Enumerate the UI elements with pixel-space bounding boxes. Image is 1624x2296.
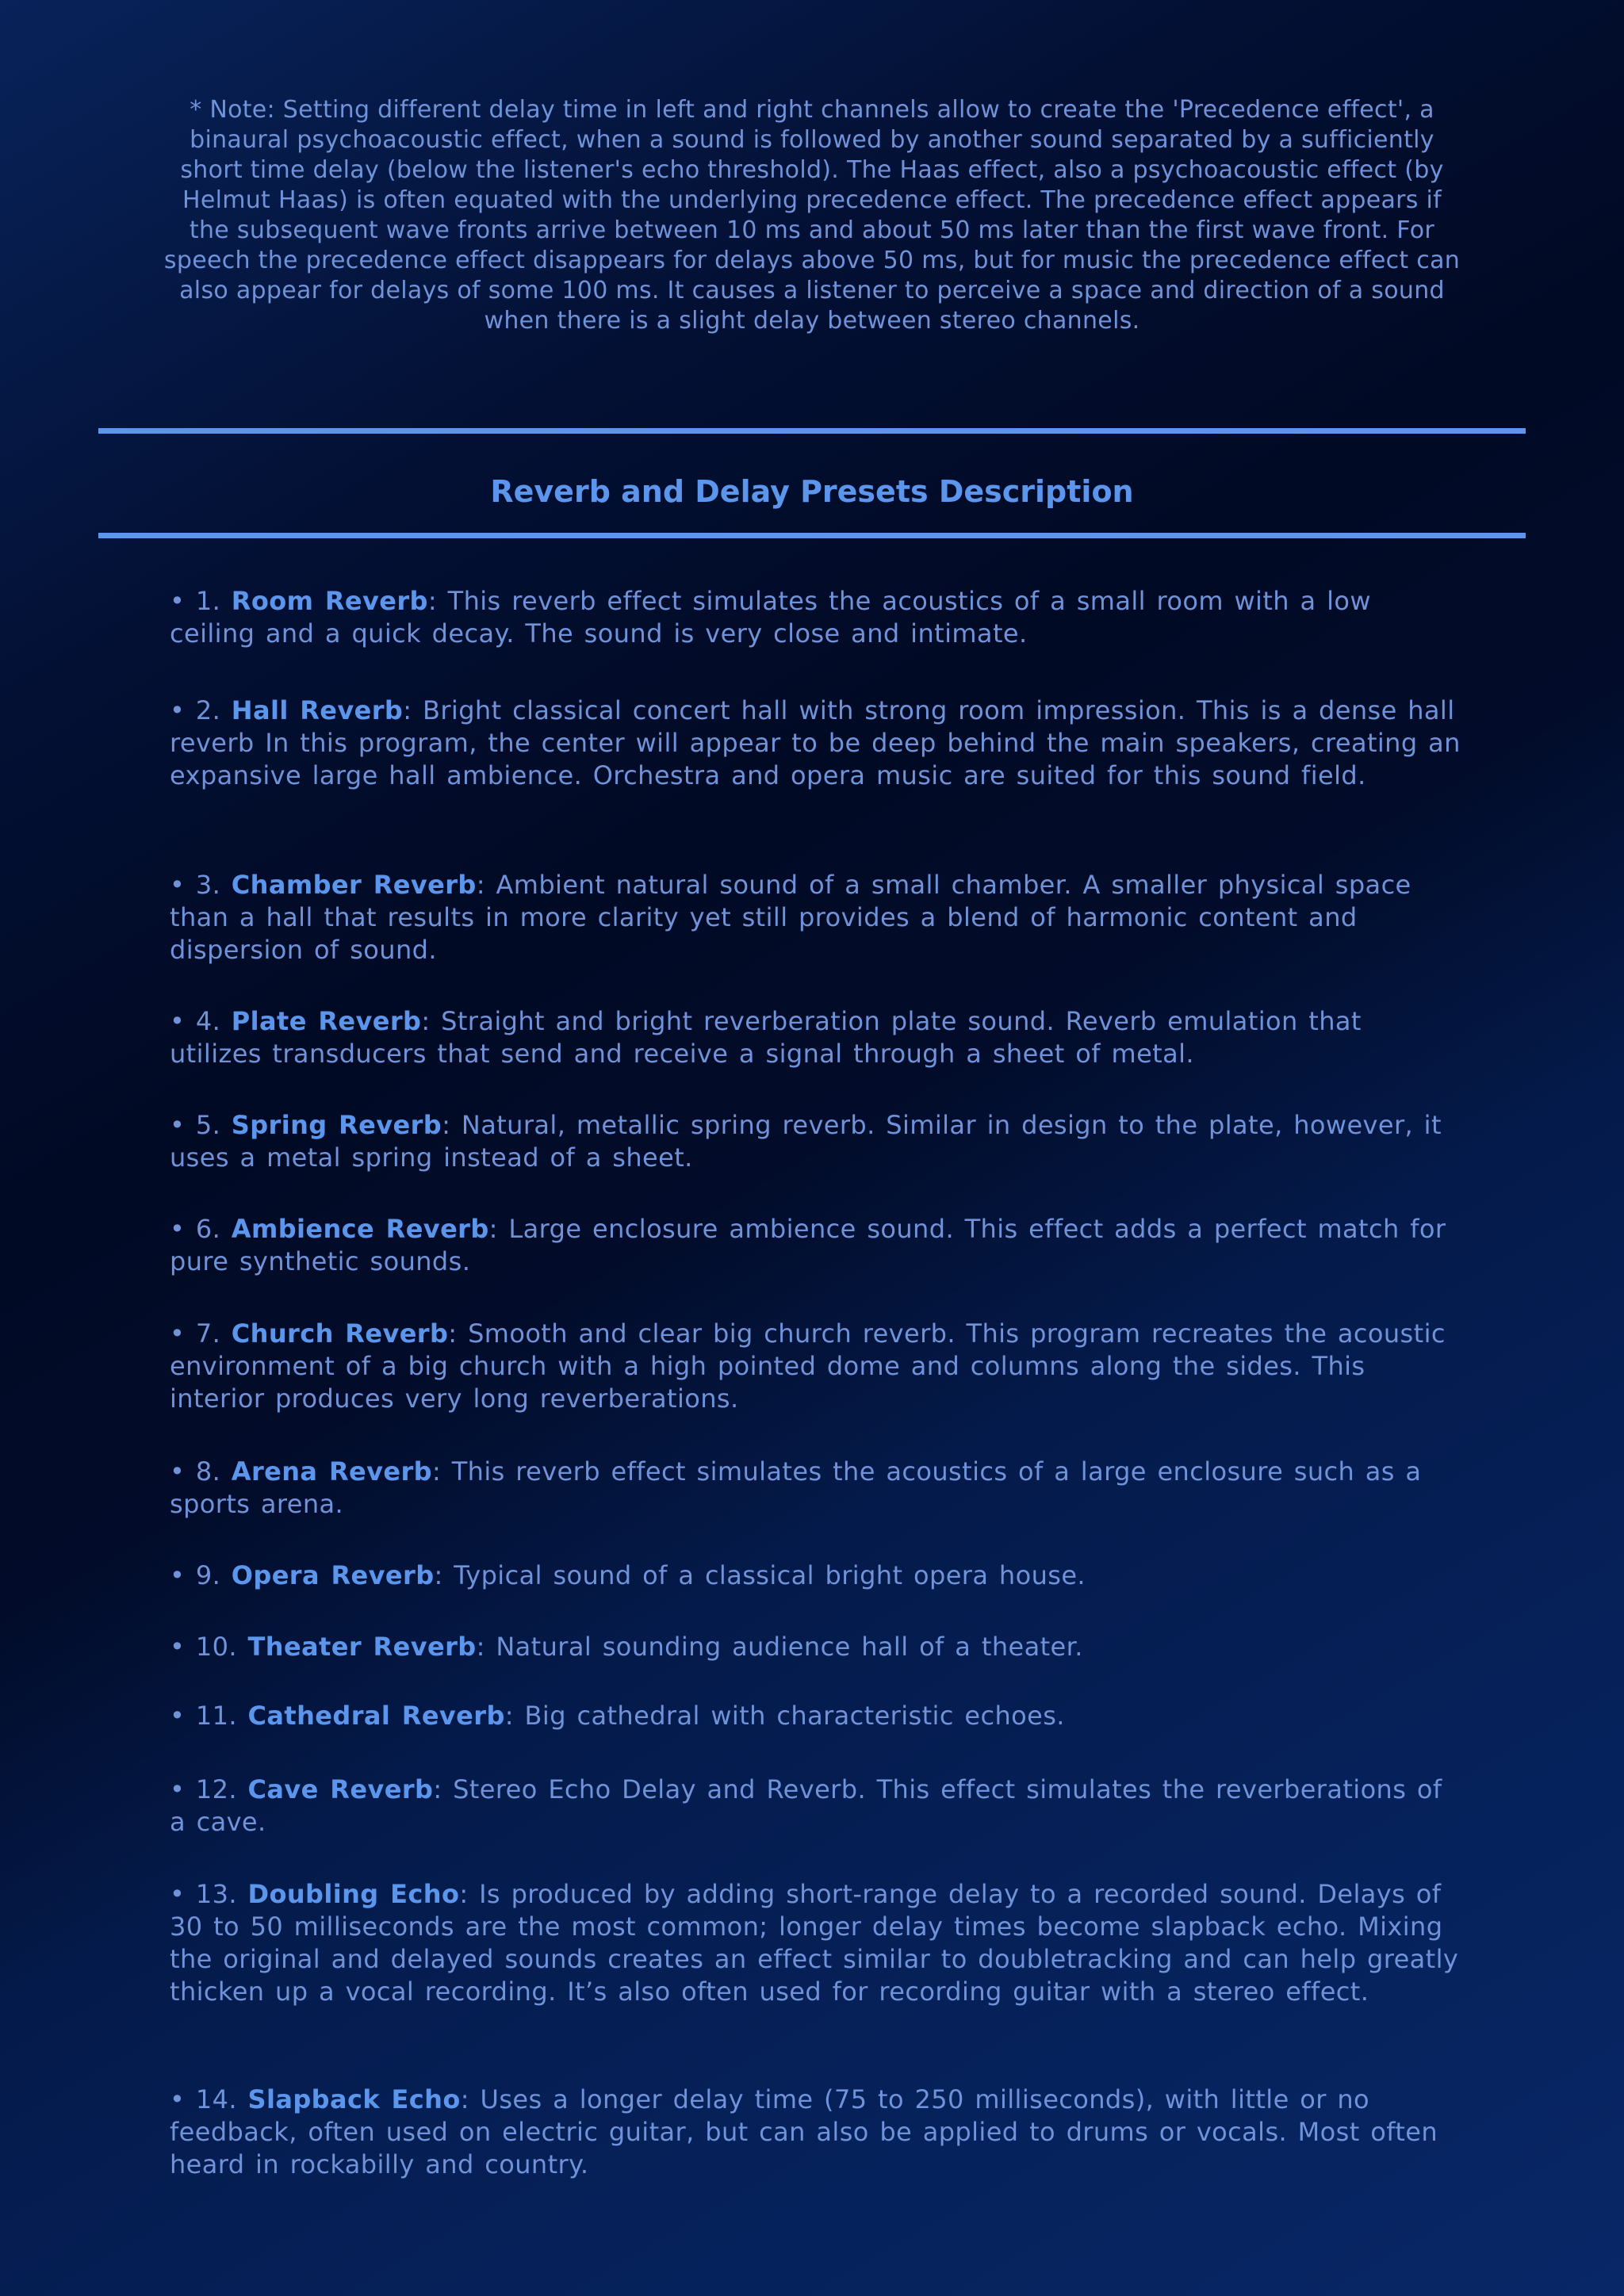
preset-description: Stereo Echo Delay and Reverb. This effect simulates the reverberations of a cave.	[170, 1774, 1442, 1837]
bullet-icon: •	[170, 2084, 186, 2114]
preset-description: Smooth and clear big church reverb. This program recreates the acoustic environment of a big church with a high pointed dome and columns along the sides. This interior produces very long reverberations.	[170, 1318, 1446, 1414]
presets-list	[170, 585, 1462, 2187]
preset-number: 3.	[195, 870, 221, 900]
preset-item-hall-reverb: • 2. Hall Reverb: Bright classical concert hall with strong room impression. This is a dense hall reverb In this program, the center will appear to be deep behind the main speakers, creating an expansive large hall ambience. Orchestra and opera music are suited for this sound field.	[170, 695, 1461, 790]
preset-number: 5.	[195, 1110, 221, 1140]
bullet-icon: •	[170, 1214, 186, 1244]
preset-name: Theater Reverb	[247, 1632, 477, 1662]
preset-description: Bright classical concert hall with strong room impression. This is a dense hall reverb In this program, the center will appear to be deep behind the main speakers, creating an expansive large hall ambience. Orchestra and opera music are suited for this sound field.	[170, 695, 1461, 790]
bullet-icon: •	[170, 1701, 186, 1731]
section-title: Reverb and Delay Presets Description	[490, 474, 1134, 509]
preset-description: Straight and bright reverberation plate sound. Reverb emulation that utilizes transducers that send and receive a signal through a sheet of metal.	[170, 1006, 1362, 1069]
preset-name: Chamber Reverb	[231, 870, 477, 900]
bullet-icon: •	[170, 1774, 186, 1804]
preset-item-cathedral-reverb: • 11. Cathedral Reverb: Big cathedral with characteristic echoes.	[170, 1701, 1065, 1731]
preset-number: 14.	[195, 2084, 237, 2114]
preset-name: Ambience Reverb	[231, 1214, 489, 1244]
preset-item-plate-reverb: • 4. Plate Reverb: Straight and bright reverberation plate sound. Reverb emulation that utilizes transducers that send and receive a signal through a sheet of metal.	[170, 1006, 1362, 1069]
preset-name: Cave Reverb	[247, 1774, 434, 1804]
bullet-icon: •	[170, 695, 186, 725]
preset-description: Natural sounding audience hall of a theater.	[496, 1632, 1083, 1662]
preset-name: Doubling Echo	[247, 1879, 460, 1909]
preset-description: This reverb effect simulates the acoustics of a large enclosure such as a sports arena.	[170, 1456, 1422, 1519]
preset-item-room-reverb: • 1. Room Reverb: This reverb effect simulates the acoustics of a small room with a low ceiling and a quick decay. The sound is very close and intimate.	[170, 586, 1371, 649]
preset-description: Typical sound of a classical bright opera house.	[454, 1560, 1086, 1590]
preset-number: 12.	[195, 1774, 237, 1804]
bullet-icon: •	[170, 586, 186, 616]
preset-number: 10.	[195, 1632, 237, 1662]
preset-description: Natural, metallic spring reverb. Similar in design to the plate, however, it uses a metal spring instead of a sheet.	[170, 1110, 1442, 1173]
bullet-icon: •	[170, 1006, 186, 1036]
preset-number: 11.	[195, 1701, 237, 1731]
preset-number: 4.	[195, 1006, 221, 1036]
precedence-effect-note: * Note: Setting different delay time in left and right channels allow to create the 'Precedence effect', a binaural psychoacoustic effect, when a sound is followed by another sound separated by a sufficiently short time delay (below the listener's echo threshold). The Haas effect, also a psychoacoustic effect (by Helmut Haas) is often equated with the underlying precedence effect. The precedence effect appears if the subsequent wave fronts arrive between 10 ms and about 50 ms later than the first wave front. For speech the precedence effect disappears for delays above 50 ms, but for music the precedence effect can also appear for delays of some 100 ms. It causes a listener to perceive a space and direction of a sound when there is a slight delay between stereo channels.	[163, 96, 1461, 335]
preset-description: Big cathedral with characteristic echoes.	[524, 1701, 1065, 1731]
divider-top	[98, 428, 1526, 434]
preset-number: 7.	[195, 1318, 221, 1349]
preset-item-cave-reverb: • 12. Cave Reverb: Stereo Echo Delay and Reverb. This effect simulates the reverberations of a cave.	[170, 1774, 1442, 1837]
preset-number: 2.	[195, 695, 221, 725]
preset-name: Cathedral Reverb	[247, 1701, 505, 1731]
preset-name: Church Reverb	[231, 1318, 449, 1349]
preset-item-slapback-echo: • 14. Slapback Echo: Uses a longer delay time (75 to 250 milliseconds), with little or no feedback, often used on electric guitar, but can also be applied to drums or vocals. Most often heard in rockabilly and country.	[170, 2084, 1438, 2179]
preset-item-ambience-reverb: • 6. Ambience Reverb: Large enclosure ambience sound. This effect adds a perfect match for pure synthetic sounds.	[170, 1214, 1446, 1276]
bullet-icon: •	[170, 1318, 186, 1349]
preset-name: Arena Reverb	[231, 1456, 432, 1487]
preset-item-theater-reverb: • 10. Theater Reverb: Natural sounding audience hall of a theater.	[170, 1632, 1083, 1662]
preset-item-chamber-reverb: • 3. Chamber Reverb: Ambient natural sound of a small chamber. A smaller physical space than a hall that results in more clarity yet still provides a blend of harmonic content and dispersion of sound.	[170, 870, 1411, 965]
preset-name: Hall Reverb	[231, 695, 404, 725]
preset-name: Room Reverb	[231, 586, 428, 616]
preset-number: 13.	[195, 1879, 237, 1909]
preset-name: Slapback Echo	[247, 2084, 461, 2114]
preset-item-spring-reverb: • 5. Spring Reverb: Natural, metallic spring reverb. Similar in design to the plate, however, it uses a metal spring instead of a sheet.	[170, 1110, 1442, 1173]
preset-item-arena-reverb: • 8. Arena Reverb: This reverb effect simulates the acoustics of a large enclosure such as a sports arena.	[170, 1456, 1422, 1519]
divider-bottom	[98, 533, 1526, 538]
preset-item-opera-reverb: • 9. Opera Reverb: Typical sound of a classical bright opera house.	[170, 1560, 1086, 1590]
bullet-icon: •	[170, 1560, 186, 1590]
bullet-icon: •	[170, 870, 186, 900]
preset-item-church-reverb: • 7. Church Reverb: Smooth and clear big church reverb. This program recreates the acoustic environment of a big church with a high pointed dome and columns along the sides. This interior produces very long reverberations.	[170, 1318, 1446, 1414]
preset-number: 6.	[195, 1214, 221, 1244]
preset-description: Large enclosure ambience sound. This effect adds a perfect match for pure synthetic sounds.	[170, 1214, 1446, 1276]
preset-name: Opera Reverb	[231, 1560, 435, 1590]
preset-number: 8.	[195, 1456, 221, 1487]
preset-number: 9.	[195, 1560, 221, 1590]
preset-description: This reverb effect simulates the acoustics of a small room with a low ceiling and a quick decay. The sound is very close and intimate.	[170, 586, 1371, 649]
preset-name: Plate Reverb	[231, 1006, 422, 1036]
bullet-icon: •	[170, 1110, 186, 1140]
bullet-icon: •	[170, 1456, 186, 1487]
bullet-icon: •	[170, 1632, 186, 1662]
preset-description: Uses a longer delay time (75 to 250 milliseconds), with little or no feedback, often used on electric guitar, but can also be applied to drums or vocals. Most often heard in rockabilly and country.	[170, 2084, 1438, 2179]
preset-description: Is produced by adding short-range delay to a recorded sound. Delays of 30 to 50 milliseconds are the most common; longer delay times become slapback echo. Mixing the original and delayed sounds creates an effect similar to doubletracking and can help greatly thicken up a vocal recording. It’s also often used for recording guitar with a stereo effect.	[170, 1879, 1459, 2007]
preset-description: Ambient natural sound of a small chamber. A smaller physical space than a hall that results in more clarity yet still provides a blend of harmonic content and dispersion of sound.	[170, 870, 1411, 965]
preset-name: Spring Reverb	[231, 1110, 442, 1140]
preset-item-doubling-echo: • 13. Doubling Echo: Is produced by adding short-range delay to a recorded sound. Delays of 30 to 50 milliseconds are the most common; longer delay times become slapback echo. Mixing the original and delayed sounds creates an effect similar to doubletracking and can help greatly thicken up a vocal recording. It’s also often used for recording guitar with a stereo effect.	[170, 1879, 1459, 2007]
bullet-icon: •	[170, 1879, 186, 1909]
preset-number: 1.	[195, 586, 221, 616]
